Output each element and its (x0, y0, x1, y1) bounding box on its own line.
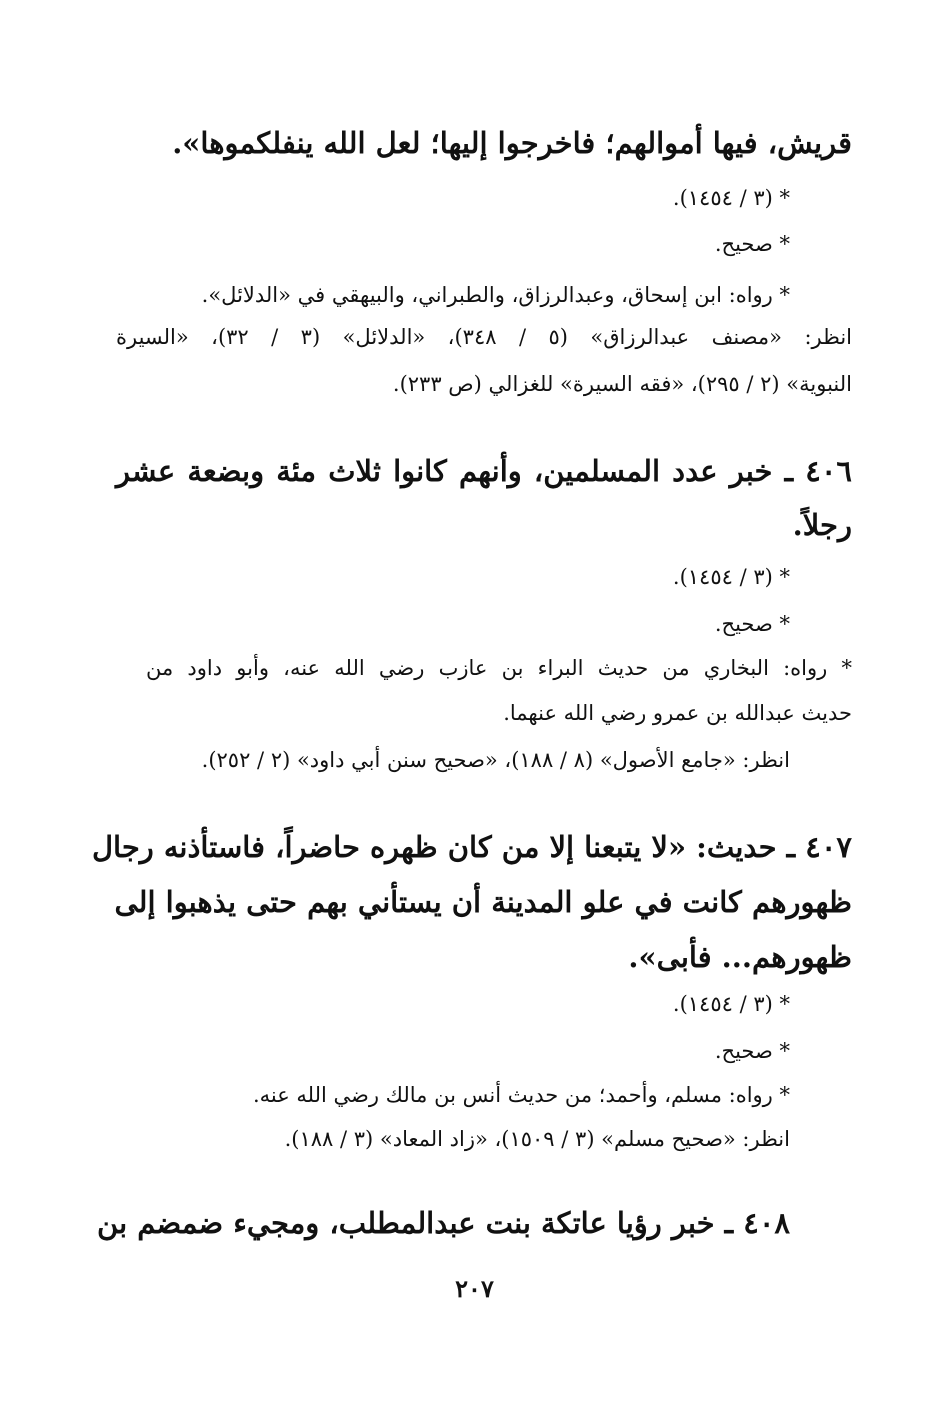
references-line: انظر: «جامع الأصول» (٨ / ١٨٨)، «صحيح سنن أبي داود» (٢ / ٢٥٢). (201, 748, 790, 772)
entry-heading-406: رجلاً. (792, 508, 852, 542)
narrators-note: * رواه: البخاري من حديث البراء بن عازب رضي الله عنه، وأبو داود من (146, 656, 852, 680)
entry-heading-407: ٤٠٧ ـ حديث: «لا يتبعنا إلا من كان ظهره حاضراً، فاستأذنه رجال (91, 830, 852, 864)
entry-heading-407: ظهورهم كانت في علو المدينة أن يستأني بهم حتى يذهبوا إلى (114, 885, 852, 919)
continuation-text-line: قريش، فيها أموالهم؛ فاخرجوا إليها؛ لعل الله ينفلكموها». (172, 126, 852, 160)
entry-heading-407: ظهورهم... فأبى». (628, 940, 852, 974)
grading-note: * صحيح. (714, 232, 790, 256)
volume-page-reference: * (٣ / ١٤٥٤). (672, 565, 790, 589)
grading-note: * صحيح. (714, 612, 790, 636)
page-number: ٢٠٧ (455, 1274, 494, 1303)
narrators-note: * رواه: ابن إسحاق، وعبدالرزاق، والطبراني، والبيهقي في «الدلائل». (201, 283, 790, 307)
entry-heading-408: ٤٠٨ ـ خبر رؤيا عاتكة بنت عبدالمطلب، ومجيء ضمضم بن (97, 1206, 790, 1240)
references-line: انظر: «مصنف عبدالرزاق» (٥ / ٣٤٨)، «الدلائل» (٣ / ٣٢)، «السيرة (116, 325, 853, 349)
volume-page-reference: * (٣ / ١٤٥٤). (672, 992, 790, 1016)
narrators-note: حديث عبدالله بن عمرو رضي الله عنهما. (503, 701, 852, 725)
entry-heading-406: ٤٠٦ ـ خبر عدد المسلمين، وأنهم كانوا ثلاث مئة وبضعة عشر (116, 454, 852, 488)
references-line: النبوية» (٢ / ٢٩٥)، «فقه السيرة» للغزالي (ص ٢٣٣). (392, 372, 852, 396)
narrators-note: * رواه: مسلم، وأحمد؛ من حديث أنس بن مالك رضي الله عنه. (252, 1083, 790, 1107)
grading-note: * صحيح. (714, 1039, 790, 1063)
volume-page-reference: * (٣ / ١٤٥٤). (672, 186, 790, 210)
references-line: انظر: «صحيح مسلم» (٣ / ١٥٠٩)، «زاد المعاد» (٣ / ١٨٨). (284, 1127, 790, 1151)
